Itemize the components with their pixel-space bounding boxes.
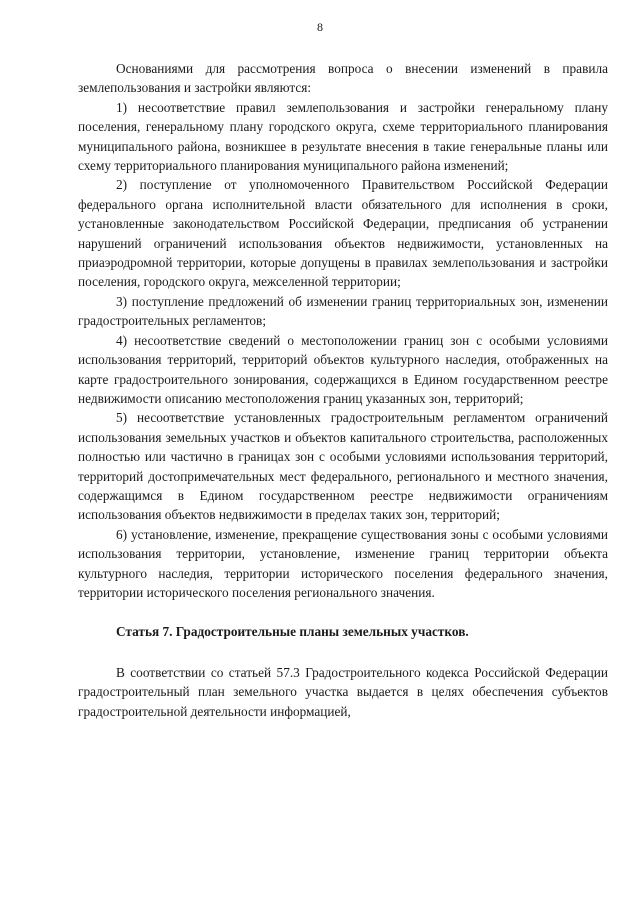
page-number: 8 (317, 20, 323, 34)
article-paragraph: В соответствии со статьей 57.3 Градостроительного кодекса Российской Федерации градостроительный план земельного участка выдается в целях обеспечения субъектов градостроительной деятельности информацией, (78, 664, 608, 719)
list-item: 3) поступление предложений об изменении границ территориальных зон, изменении градостроительных регламентов; (78, 293, 608, 329)
intro-paragraph: Основаниями для рассмотрения вопроса о внесении изменений в правила землепользования и застройки являются: (78, 61, 608, 96)
list-item: 4) несоответствие сведений о местоположении границ зон с особыми условиями использования территорий, территорий объектов культурного наследия, отображенных на карте градостроительного зонирования, содержащихся в Едином государственном реестре недвижимости описанию местоположения границ указанных зон, территорий; (78, 332, 608, 406)
list-item: 1) несоответствие правил землепользования и застройки генеральному плану поселения, генеральному плану городского округа, схеме территориального планирования муниципального района, возникшее в результате внесения в такие генеральные планы или схему территориального планирования муниципального района изменений; (78, 99, 608, 174)
list-item: 6) установление, изменение, прекращение существования зоны с особыми условиями использования территории, установление, изменение границ территории объекта культурного наследия, территории исторического поселения федерального значения, территории исторического поселения регионального значения. (78, 526, 608, 600)
article-heading: Статья 7. Градостроительные планы земельных участков. (116, 624, 469, 640)
document-body (78, 59, 608, 721)
list-item: 2) поступление от уполномоченного Правительством Российской Федерации федерального органа исполнительной власти обязательного для исполнения в сроки, установленные законодательством Российской Федерации, предписания об устранении нарушений ограничений использования объектов недвижимости, установленных на приаэродромной территории, которые допущены в правилах землепользования и застройки поселения, городского округа, межселенной территории; (78, 177, 608, 290)
list-item: 5) несоответствие установленных градостроительным регламентом ограничений использования земельных участков и объектов капитального строительства, расположенных полностью или частично в границах зон с особыми условиями использования территорий, территорий достопримечательных мест федерального, регионального и местного значения, содержащимся в Едином государственном реестре недвижимости ограничениям использования объектов недвижимости в пределах таких зон, территорий; (78, 410, 608, 523)
